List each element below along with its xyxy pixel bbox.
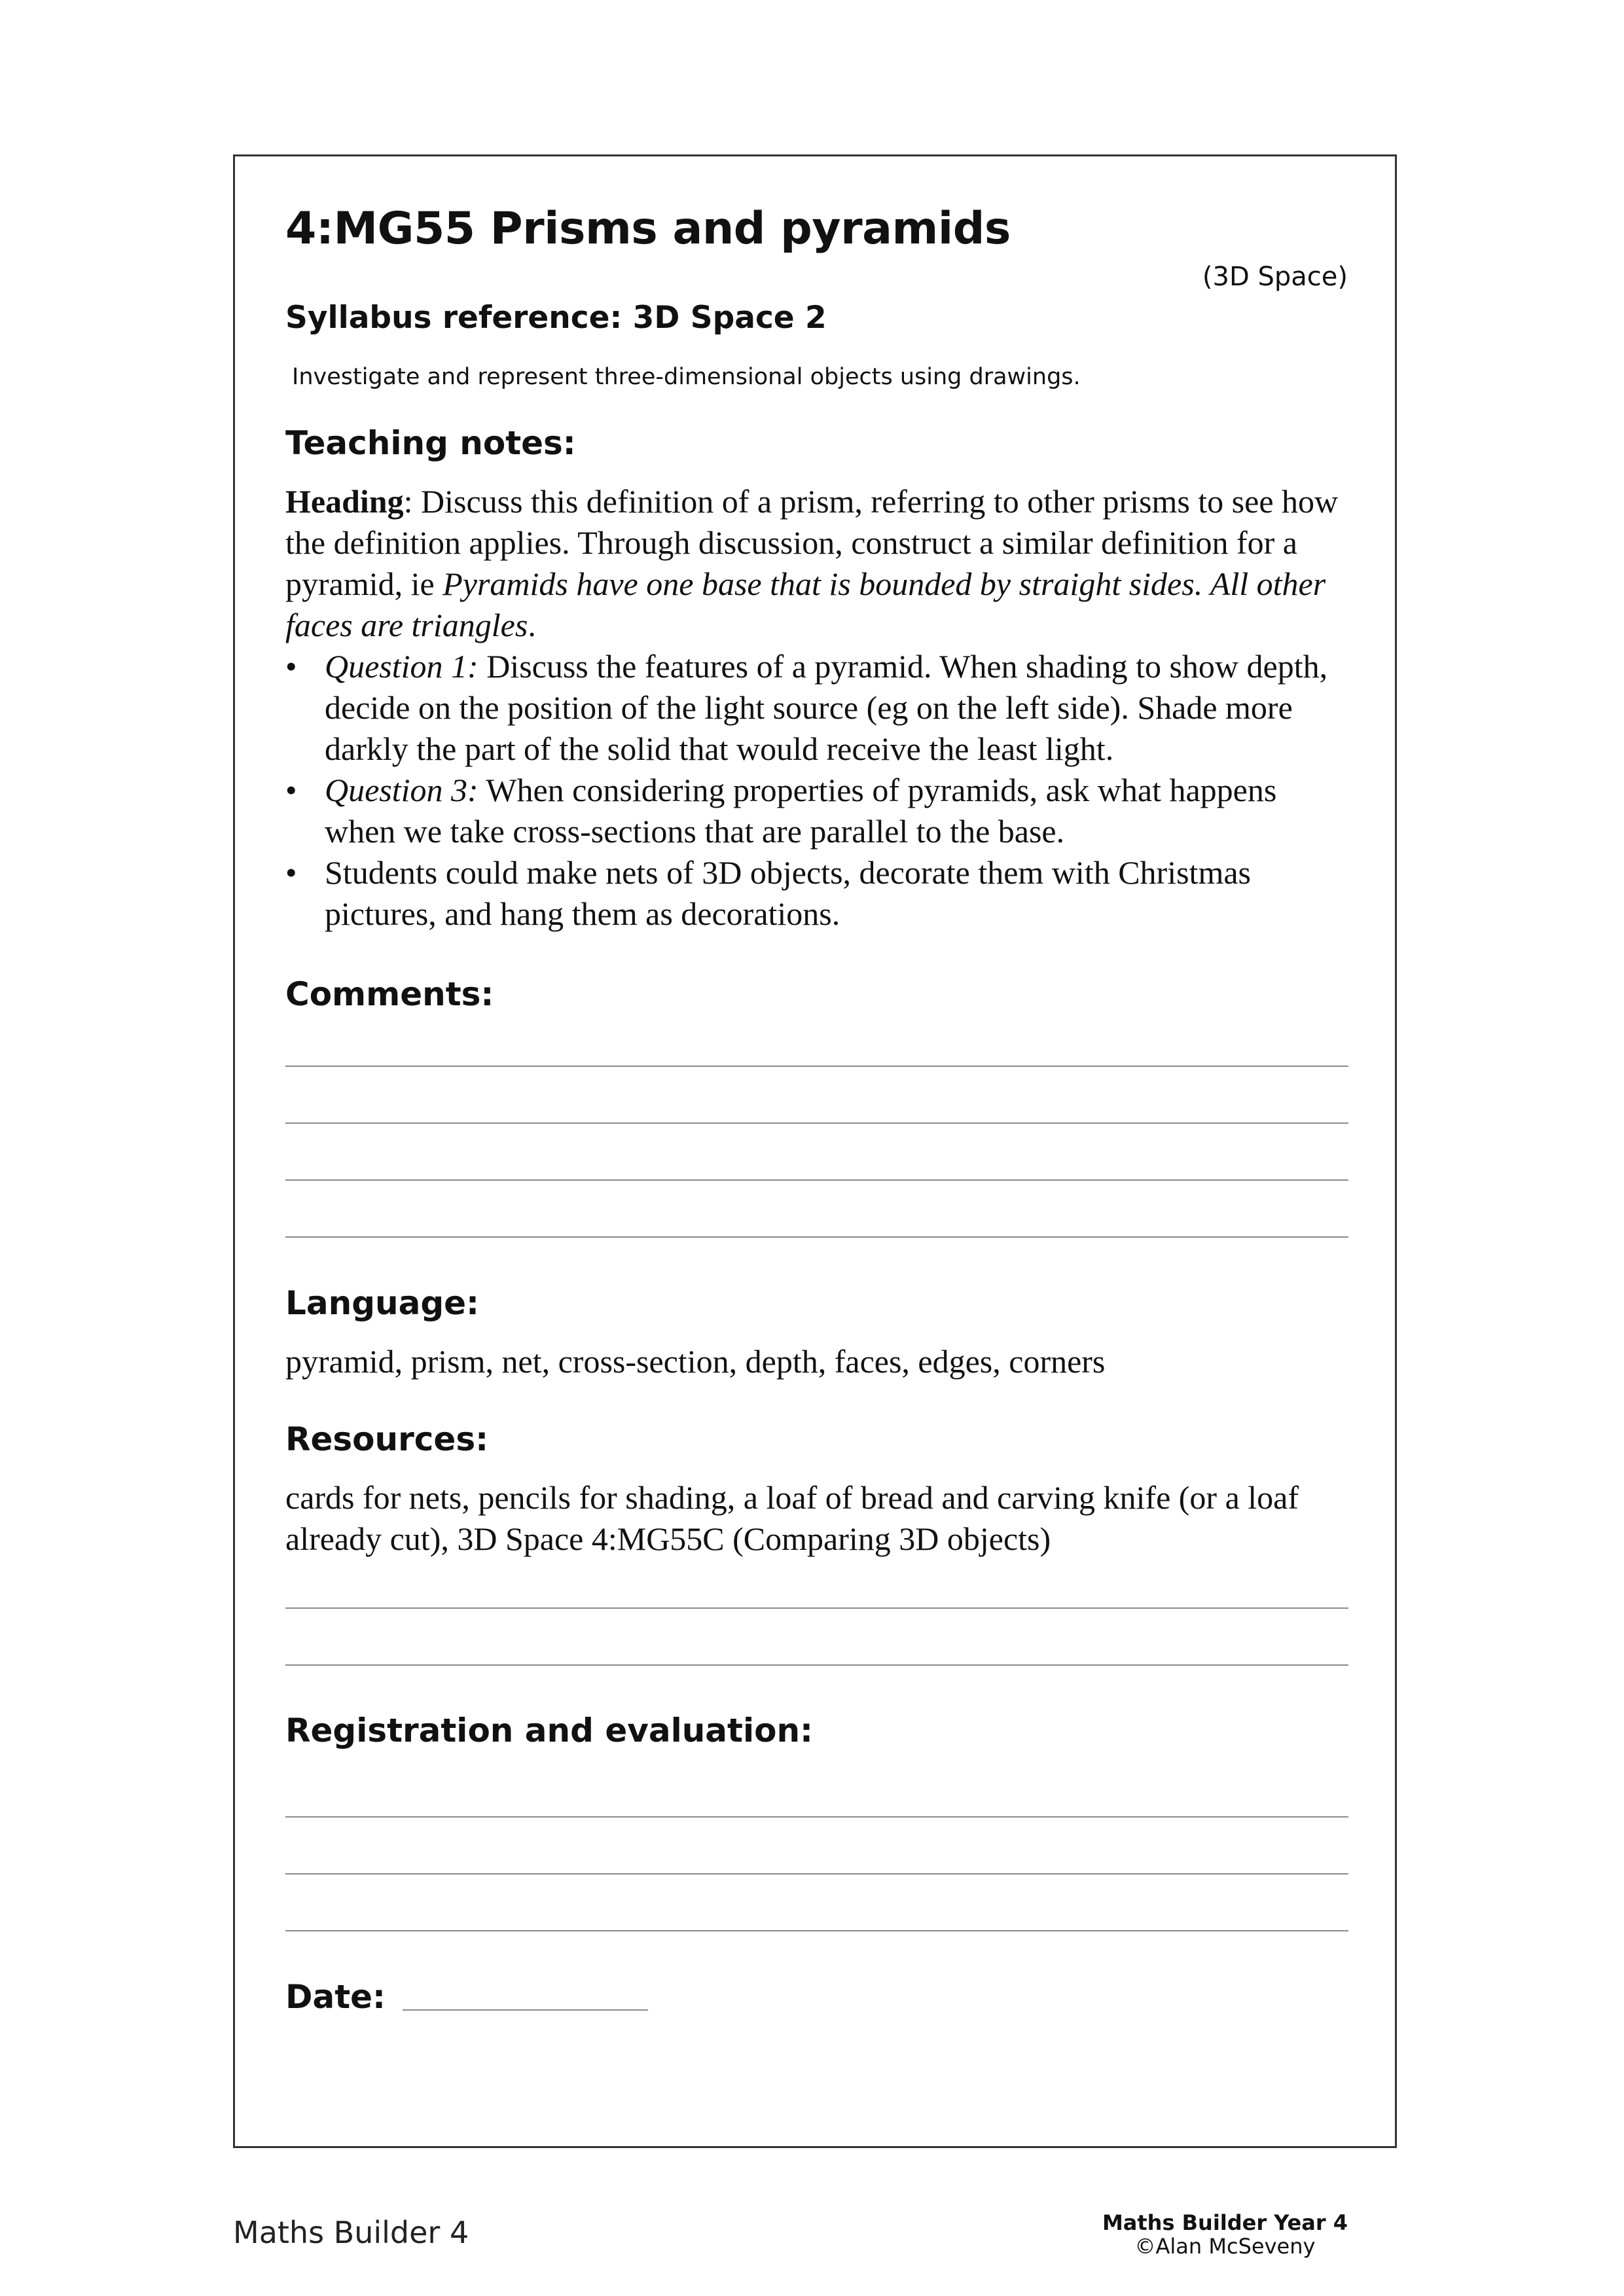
registration-line[interactable] — [285, 1873, 1348, 1874]
intro-italic: Pyramids have one base that is bounded by straight sides. All other faces are triangles — [285, 565, 1326, 643]
teaching-notes-heading: Teaching notes: — [285, 424, 576, 462]
teaching-notes-body — [285, 481, 1352, 935]
resources-text: cards for nets, pencils for shading, a loaf of bread and carving knife (or a loaf already cut), 3D Space 4:MG55C (Comparing 3D objects) — [285, 1479, 1299, 1557]
registration-line[interactable] — [285, 1930, 1348, 1931]
language-heading: Language: — [285, 1284, 480, 1322]
intro-label: Heading — [285, 483, 404, 520]
comments-line[interactable] — [285, 1236, 1348, 1238]
comments-line[interactable] — [285, 1179, 1348, 1181]
intro-text: : Discuss this definition of a prism, referring to other prisms to see how the definition applies. Through discussion, construct a similar definition for a pyramid, ie — [285, 483, 1339, 602]
footer-book-title: Maths Builder Year 4 — [1102, 2210, 1348, 2235]
bullet-label: Question 3: — [325, 772, 478, 808]
resources-line[interactable] — [285, 1607, 1348, 1609]
registration-heading: Registration and evaluation: — [285, 1712, 814, 1749]
footer-right — [1102, 2211, 1348, 2258]
bullet-text: When considering properties of pyramids, ask what happens when we take cross-sections that are parallel to the base. — [325, 772, 1277, 850]
list-item — [285, 852, 1352, 935]
registration-line[interactable] — [285, 1816, 1348, 1818]
comments-heading: Comments: — [285, 975, 494, 1013]
syllabus-reference: Syllabus reference: 3D Space 2 — [285, 300, 827, 336]
date-field-line[interactable] — [403, 2009, 648, 2011]
teaching-notes-intro — [285, 481, 1352, 646]
resources-heading: Resources: — [285, 1420, 489, 1458]
intro-end: . — [528, 607, 536, 643]
bullet-label: Question 1: — [325, 648, 478, 685]
footer-copyright: ©Alan McSeveny — [1134, 2234, 1316, 2259]
bullet-text: Students could make nets of 3D objects, decorate them with Christmas pictures, and hang them as decorations. — [325, 854, 1251, 932]
language-text: pyramid, prism, net, cross-section, depth, faces, edges, corners — [285, 1343, 1106, 1380]
comments-line[interactable] — [285, 1066, 1348, 1067]
teaching-notes-list — [285, 646, 1352, 935]
resources-line[interactable] — [285, 1664, 1348, 1666]
list-item — [285, 770, 1352, 852]
date-label: Date: — [285, 1978, 386, 2016]
category-label: (3D Space) — [1202, 262, 1348, 292]
page-title: 4:MG55 Prisms and pyramids — [285, 203, 1011, 255]
footer-left-text: Maths Builder 4 — [233, 2215, 469, 2250]
comments-line[interactable] — [285, 1122, 1348, 1124]
outcome-text: Investigate and represent three-dimensional objects using drawings. — [292, 364, 1081, 390]
bullet-text: Discuss the features of a pyramid. When shading to show depth, decide on the position of the light source (eg on the left side). Shade more darkly the part of the solid that would receive the least light. — [325, 648, 1328, 767]
list-item — [285, 646, 1352, 770]
